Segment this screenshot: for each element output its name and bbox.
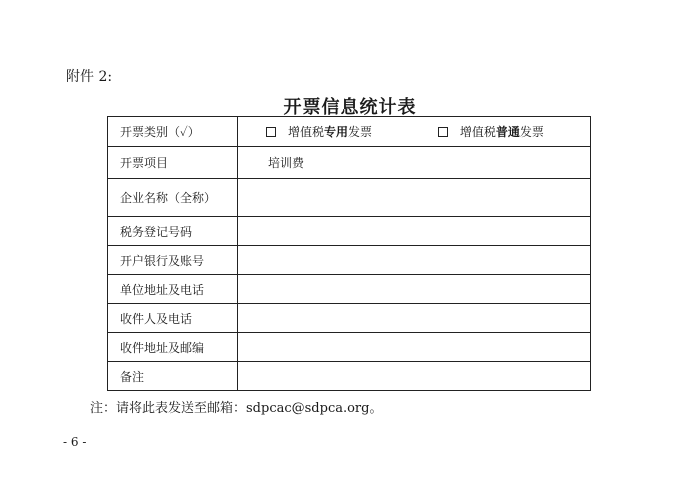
invoice-item-value[interactable]: 培训费	[238, 147, 591, 179]
company-name-label: 企业名称（全称）	[108, 179, 238, 217]
address-phone-field[interactable]	[238, 275, 591, 304]
checkbox-icon[interactable]	[266, 127, 276, 137]
address-phone-label: 单位地址及电话	[108, 275, 238, 304]
option-bold-text: 专用	[324, 125, 349, 139]
company-name-field[interactable]	[238, 179, 591, 217]
mailing-address-label: 收件地址及邮编	[108, 333, 238, 362]
tax-number-label: 税务登记号码	[108, 217, 238, 246]
attachment-label: 附件 2:	[66, 69, 113, 85]
bank-account-label: 开户银行及账号	[108, 246, 238, 275]
form-title: 开票信息统计表	[283, 97, 417, 118]
table-row	[108, 362, 591, 391]
page-number: - 6 -	[63, 435, 87, 449]
tax-number-field[interactable]	[238, 217, 591, 246]
option-suffix: 发票	[519, 125, 544, 139]
checkbox-icon[interactable]	[438, 127, 448, 137]
bank-account-field[interactable]	[238, 246, 591, 275]
option-prefix: 增值税	[459, 125, 496, 139]
table-row	[108, 246, 591, 275]
remarks-field[interactable]	[238, 362, 591, 391]
invoice-item-label: 开票项目	[108, 147, 238, 179]
table-row	[108, 333, 591, 362]
recipient-phone-label: 收件人及电话	[108, 304, 238, 333]
table-row	[108, 275, 591, 304]
option-prefix: 增值税	[288, 125, 325, 139]
email-note: 注：请将此表发送至邮箱：sdpcac@sdpca.org。	[90, 401, 383, 416]
remarks-label: 备注	[108, 362, 238, 391]
table-row	[108, 179, 591, 217]
table-row	[108, 304, 591, 333]
invoice-type-options	[238, 117, 591, 147]
table-row	[108, 147, 591, 179]
option-suffix: 发票	[348, 125, 373, 139]
special-vat-option[interactable]	[266, 123, 372, 140]
table-row	[108, 117, 591, 147]
recipient-phone-field[interactable]	[238, 304, 591, 333]
invoice-type-label: 开票类别（✓）	[108, 117, 238, 147]
option-bold-text: 普通	[495, 125, 520, 139]
invoice-info-table	[107, 116, 591, 391]
table-row	[108, 217, 591, 246]
mailing-address-field[interactable]	[238, 333, 591, 362]
general-vat-option[interactable]	[438, 123, 544, 140]
